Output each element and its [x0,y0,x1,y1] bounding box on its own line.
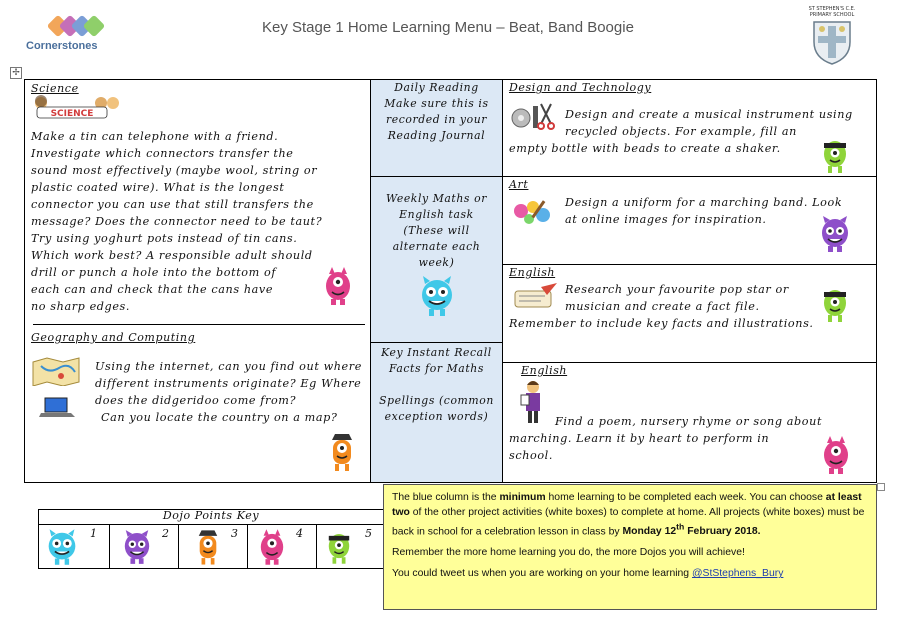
green-monster-icon [821,136,849,178]
note-paragraph-2: Remember the more home learning you do, the more Dojos you will achieve! [392,547,745,559]
recall-line: exception words) [384,410,489,423]
daily-reading-line: Reading Journal [387,129,486,142]
science-line: no sharp edges. [31,300,131,313]
recall-line: Facts for Maths [389,362,484,375]
note-emphasis: February 2018. [684,526,761,538]
purple-monster-icon [122,528,152,570]
science-line: Make a tin can telephone with a friend. [31,130,279,143]
english-heading: English [509,266,556,279]
design-line: recycled objects. For example, fill an [565,125,797,138]
dojo-number: 2 [162,527,170,540]
science-line: Try using yoghurt pots instead of tin cans. [31,232,298,245]
recall-line: Key Instant Recall [381,346,492,359]
science-line: sound most effectively (maybe wool, string or [31,164,318,177]
english-research-text [509,281,871,332]
note-emphasis: at least two [392,492,862,518]
dojo-divider [109,525,110,569]
green-monster-icon [326,529,352,569]
geography-line: Can you locate the country on a map? [101,411,338,424]
pink-monster-icon [821,435,851,479]
geography-line: different instruments originate? Eg Where [95,377,362,390]
science-line: message? Does the connector need to be taut? [31,215,323,228]
recall-spellings-cell [370,342,503,483]
science-text [31,128,363,315]
note-text: You could tweet us when you are working on your home learning [392,568,692,580]
science-banner-text: SCIENCE [50,109,94,119]
science-line: each can and check that the cans have [31,283,274,296]
dojo-number: 5 [365,527,373,540]
weekly-task-line: week) [418,256,455,269]
weekly-task-text [371,177,502,271]
section-divider [33,324,365,325]
note-paragraph-1 [392,490,868,539]
table-move-handle[interactable]: ✢ [10,67,22,79]
geography-text [95,358,365,426]
laptop-icon [39,396,75,422]
pink-monster-icon [258,527,286,571]
dojo-key-title: Dojo Points Key [38,509,384,525]
weekly-task-line: (These will [403,224,470,237]
orange-monster-icon [329,432,355,476]
dojo-number: 4 [296,527,304,540]
design-technology-cell [502,79,877,177]
english-heading: English [521,364,568,377]
science-line: Investigate which connectors transfer the [31,147,294,160]
art-line: Design a uniform for a marching band. Look [565,196,843,209]
english-poem-text [509,413,871,464]
weekly-task-line: alternate each [392,240,481,253]
recall-spacer [371,377,502,393]
art-line: at online images for inspiration. [565,213,767,226]
pink-monster-icon [323,266,353,310]
note-text: home learning to be completed each week. You can choose [545,492,826,503]
note-superscript: th [676,522,685,532]
green-monster-icon [821,285,849,327]
note-text: The blue column is the [392,492,500,503]
english-research-line: Research your favourite pop star or [565,283,789,296]
weekly-task-line: Weekly Maths or [386,192,487,205]
design-line: Design and create a musical instrument using [565,108,853,121]
art-heading: Art [509,178,529,191]
design-heading: Design and Technology [509,81,652,94]
science-banner-image [33,95,123,119]
orange-monster-icon [196,528,220,570]
paint-splash-icon [511,197,555,231]
dojo-divider [316,525,317,569]
cyan-monster-icon [46,527,78,571]
note-emphasis: minimum [499,492,546,503]
geography-heading: Geography and Computing [31,331,196,344]
english-poem-line: Find a poem, nursery rhyme or song about [555,415,823,428]
twitter-handle-link[interactable]: @StStephens_Bury [691,568,784,580]
daily-reading-line: Make sure this is [384,97,489,110]
geography-line: Using the internet, can you find out where [95,360,362,373]
english-research-line: musician and create a fact file. [565,300,760,313]
note-paragraph-3 [392,566,868,581]
english-research-cell [502,264,877,363]
text-box-resize-handle[interactable] [877,483,885,491]
english-poem-line: marching. Learn it by heart to perform in [509,432,770,445]
cornerstones-logo [48,14,108,40]
page-title: Key Stage 1 Home Learning Menu – Beat, Band Boogie [262,19,634,36]
map-icon [31,356,81,390]
weekly-task-line: English task [399,208,474,221]
school-crest [804,6,860,68]
science-line: plastic coated wire). What is the longest [31,181,285,194]
english-poem-cell [502,362,877,483]
design-line: empty bottle with beads to create a shaker. [509,142,781,155]
daily-reading-line: recorded in your [385,113,488,126]
crest-text: ST STEPHEN'S C.E. PRIMARY SCHOOL [808,6,856,18]
cyan-monster-icon [419,275,455,321]
brand-name: Cornerstones [26,40,98,52]
science-heading: Science [31,82,79,95]
dojo-divider [247,525,248,569]
dojo-divider [178,525,179,569]
science-line: drill or punch a hole into the bottom of [31,266,277,279]
daily-reading-line: Daily Reading [394,81,479,94]
science-line: connector you can use that still transfers the [31,198,314,211]
purple-monster-icon [819,215,851,257]
recall-line: Spellings (common [379,394,494,407]
design-text [509,106,869,157]
dojo-number: 3 [231,527,239,540]
note-emphasis: Monday 12 [622,526,677,538]
english-research-line: Remember to include key facts and illustrations. [509,317,814,330]
science-line: Which work best? A responsible adult should [31,249,313,262]
daily-reading-text [371,80,502,144]
recall-text [371,343,502,425]
science-geography-cell [24,79,371,483]
art-cell [502,176,877,265]
daily-reading-cell [370,79,503,177]
dojo-number: 1 [90,527,98,540]
weekly-task-cell [370,176,503,343]
english-poem-line: school. [509,449,554,462]
geography-line: does the didgeridoo come from? [95,394,297,407]
note-text: of the other project activities (white boxes) to complete at home. All projects (white boxes) must be back in school for a celebration lesson in class by [392,507,865,538]
instructions-text-box[interactable] [383,484,877,610]
